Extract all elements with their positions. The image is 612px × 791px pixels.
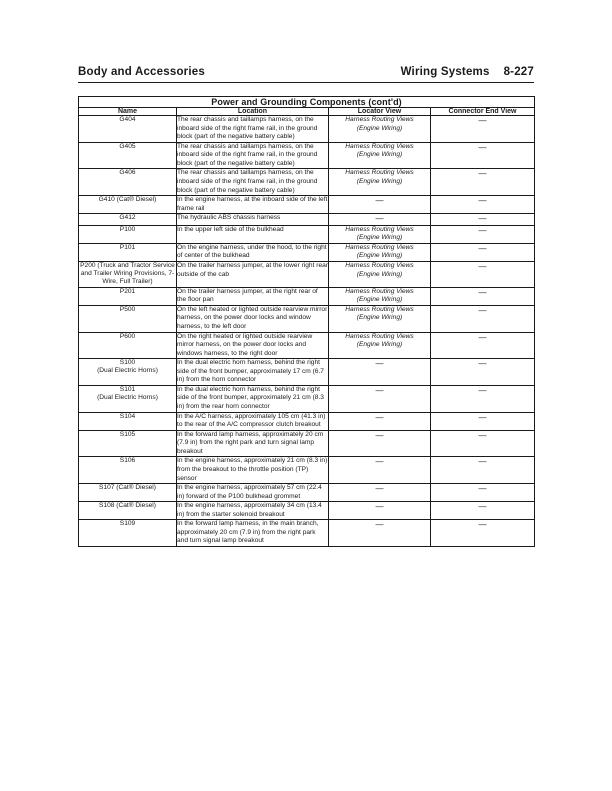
cell-location: On the trailer harness jumper, at the lower right rear outside of the cab — [177, 262, 329, 288]
header-system-title: Wiring Systems — [400, 66, 490, 78]
cell-locator-view: — — [329, 359, 431, 386]
cell-locator-view: Harness Routing Views (Engine Wiring) — [329, 305, 431, 332]
cell-connector-end-view: — — [431, 520, 535, 547]
cell-location: In the engine harness, at the inboard side of the left frame rail — [177, 196, 329, 214]
table-body — [79, 116, 535, 547]
cell-name: P100 — [79, 225, 177, 243]
column-header-connector-end-view: Connector End View — [431, 108, 535, 116]
table-row — [79, 457, 535, 484]
cell-connector-end-view: — — [431, 287, 535, 305]
cell-location: In the forward lamp harness, in the main branch, approximately 20 cm (7.9 in) from the right park and turn signal lamp breakout — [177, 520, 329, 547]
cell-name: S100 (Dual Electric Horns) — [79, 359, 177, 386]
cell-connector-end-view: — — [431, 196, 535, 214]
cell-connector-end-view: — — [431, 214, 535, 226]
cell-name: G405 — [79, 142, 177, 169]
cell-connector-end-view: — — [431, 142, 535, 169]
cell-name: S106 — [79, 457, 177, 484]
cell-name: G404 — [79, 116, 177, 143]
cell-connector-end-view: — — [431, 502, 535, 520]
cell-connector-end-view: — — [431, 262, 535, 288]
cell-location: In the dual electric horn harness, behind the right side of the front bumper, approximately 21 cm (8.3 in) from the rear horn connector — [177, 385, 329, 412]
cell-locator-view: — — [329, 385, 431, 412]
cell-locator-view: Harness Routing Views (Engine Wiring) — [329, 287, 431, 305]
cell-location: On the right heated or lighted outside rearview mirror harness, on the power door locks and windows harness, to the right door — [177, 332, 329, 359]
cell-connector-end-view: — — [431, 385, 535, 412]
header-divider — [78, 82, 534, 83]
cell-name: G410 (Cat® Diesel) — [79, 196, 177, 214]
cell-connector-end-view: — — [431, 243, 535, 261]
cell-location: In the upper left side of the bulkhead — [177, 225, 329, 243]
column-header-location: Location — [177, 108, 329, 116]
cell-location: The rear chassis and taillamps harness, on the inboard side of the right frame rail, in the ground block (part of the negative battery cable) — [177, 142, 329, 169]
cell-locator-view: — — [329, 502, 431, 520]
cell-location: The hydraulic ABS chassis harness — [177, 214, 329, 226]
cell-name: S108 (Cat® Diesel) — [79, 502, 177, 520]
cell-locator-view: Harness Routing Views (Engine Wiring) — [329, 169, 431, 196]
table-row — [79, 262, 535, 288]
table-row — [79, 196, 535, 214]
cell-locator-view: — — [329, 457, 431, 484]
table-row — [79, 142, 535, 169]
cell-name: G412 — [79, 214, 177, 226]
table-row — [79, 305, 535, 332]
table-row — [79, 225, 535, 243]
cell-location: The rear chassis and taillamps harness, on the inboard side of the right frame rail, in the ground block (part of the negative battery cable) — [177, 169, 329, 196]
table-header-row — [79, 108, 535, 116]
table-row — [79, 430, 535, 457]
cell-name: S109 — [79, 520, 177, 547]
table-title-row — [79, 97, 535, 108]
cell-connector-end-view: — — [431, 412, 535, 430]
cell-name: S105 — [79, 430, 177, 457]
table-row — [79, 412, 535, 430]
cell-name: S104 — [79, 412, 177, 430]
cell-name: S101 (Dual Electric Horns) — [79, 385, 177, 412]
table-row — [79, 385, 535, 412]
table-row — [79, 116, 535, 143]
cell-location: In the dual electric horn harness, behind the right side of the front bumper, approximately 17 cm (6.7 in) from the horn connector — [177, 359, 329, 386]
column-header-name: Name — [79, 108, 177, 116]
table-row — [79, 287, 535, 305]
cell-location: In the engine harness, approximately 34 cm (13.4 in) from the starter solenoid breakout — [177, 502, 329, 520]
header-section-title: Body and Accessories — [78, 66, 205, 78]
cell-locator-view: Harness Routing Views (Engine Wiring) — [329, 243, 431, 261]
cell-name: P201 — [79, 287, 177, 305]
cell-locator-view: — — [329, 196, 431, 214]
cell-location: The rear chassis and taillamps harness, on the inboard side of the right frame rail, in the ground block (part of the negative battery cable) — [177, 116, 329, 143]
cell-name: P200 (Truck and Tractor Service and Trailer Wiring Provisions, 7-Wire, Full Trailer) — [80, 262, 175, 286]
page-number: 8-227 — [503, 66, 534, 78]
table-row — [79, 214, 535, 226]
cell-connector-end-view: — — [431, 332, 535, 359]
table-row — [79, 169, 535, 196]
cell-location: In the engine harness, approximately 21 cm (8.3 in) from the breakout to the throttle position (TP) sensor — [177, 457, 329, 484]
cell-locator-view: — — [329, 484, 431, 502]
table-row — [79, 243, 535, 261]
cell-locator-view: Harness Routing Views (Engine Wiring) — [329, 116, 431, 143]
cell-name: P101 — [79, 243, 177, 261]
cell-locator-view: — — [329, 214, 431, 226]
table-title: Power and Grounding Components (cont'd) — [79, 97, 535, 108]
cell-location: In the engine harness, approximately 57 cm (22.4 in) forward of the P100 bulkhead grommet — [177, 484, 329, 502]
cell-locator-view: — — [329, 520, 431, 547]
cell-connector-end-view: — — [431, 457, 535, 484]
cell-locator-view: — — [329, 430, 431, 457]
page-header — [78, 66, 534, 78]
cell-connector-end-view: — — [431, 116, 535, 143]
cell-name: G406 — [79, 169, 177, 196]
header-right — [401, 66, 534, 78]
table-row — [79, 484, 535, 502]
column-header-locator-view: Locator View — [329, 108, 431, 116]
cell-name: P500 — [79, 305, 177, 332]
table-row — [79, 502, 535, 520]
table-row — [79, 332, 535, 359]
cell-locator-view: Harness Routing Views (Engine Wiring) — [329, 142, 431, 169]
cell-location: On the trailer harness jumper, at the right rear of the floor pan — [177, 287, 329, 305]
cell-connector-end-view: — — [431, 430, 535, 457]
cell-locator-view: Harness Routing Views (Engine Wiring) — [329, 225, 431, 243]
cell-connector-end-view: — — [431, 359, 535, 386]
cell-connector-end-view: — — [431, 169, 535, 196]
cell-name: P600 — [79, 332, 177, 359]
table-row — [79, 520, 535, 547]
cell-connector-end-view: — — [431, 484, 535, 502]
cell-connector-end-view: — — [431, 305, 535, 332]
cell-locator-view: Harness Routing Views (Engine Wiring) — [329, 332, 431, 359]
cell-locator-view: — — [329, 412, 431, 430]
cell-name: S107 (Cat® Diesel) — [79, 484, 177, 502]
cell-locator-view: Harness Routing Views (Engine Wiring) — [329, 262, 431, 288]
cell-connector-end-view: — — [431, 225, 535, 243]
cell-location: On the engine harness, under the hood, to the right of center of the bulkhead — [177, 243, 329, 261]
components-table-wrapper — [78, 96, 534, 547]
table-row — [79, 359, 535, 386]
cell-location: In the forward lamp harness, approximately 20 cm (7.9 in) from the right park and turn signal lamp breakout — [177, 430, 329, 457]
cell-location: In the A/C harness, approximately 105 cm (41.3 in) to the rear of the A/C compressor clutch breakout — [177, 412, 329, 430]
power-grounding-components-table — [78, 96, 535, 547]
cell-location: On the left heated or lighted outside rearview mirror harness, on the power door locks and window harness, to the left door — [177, 305, 329, 332]
